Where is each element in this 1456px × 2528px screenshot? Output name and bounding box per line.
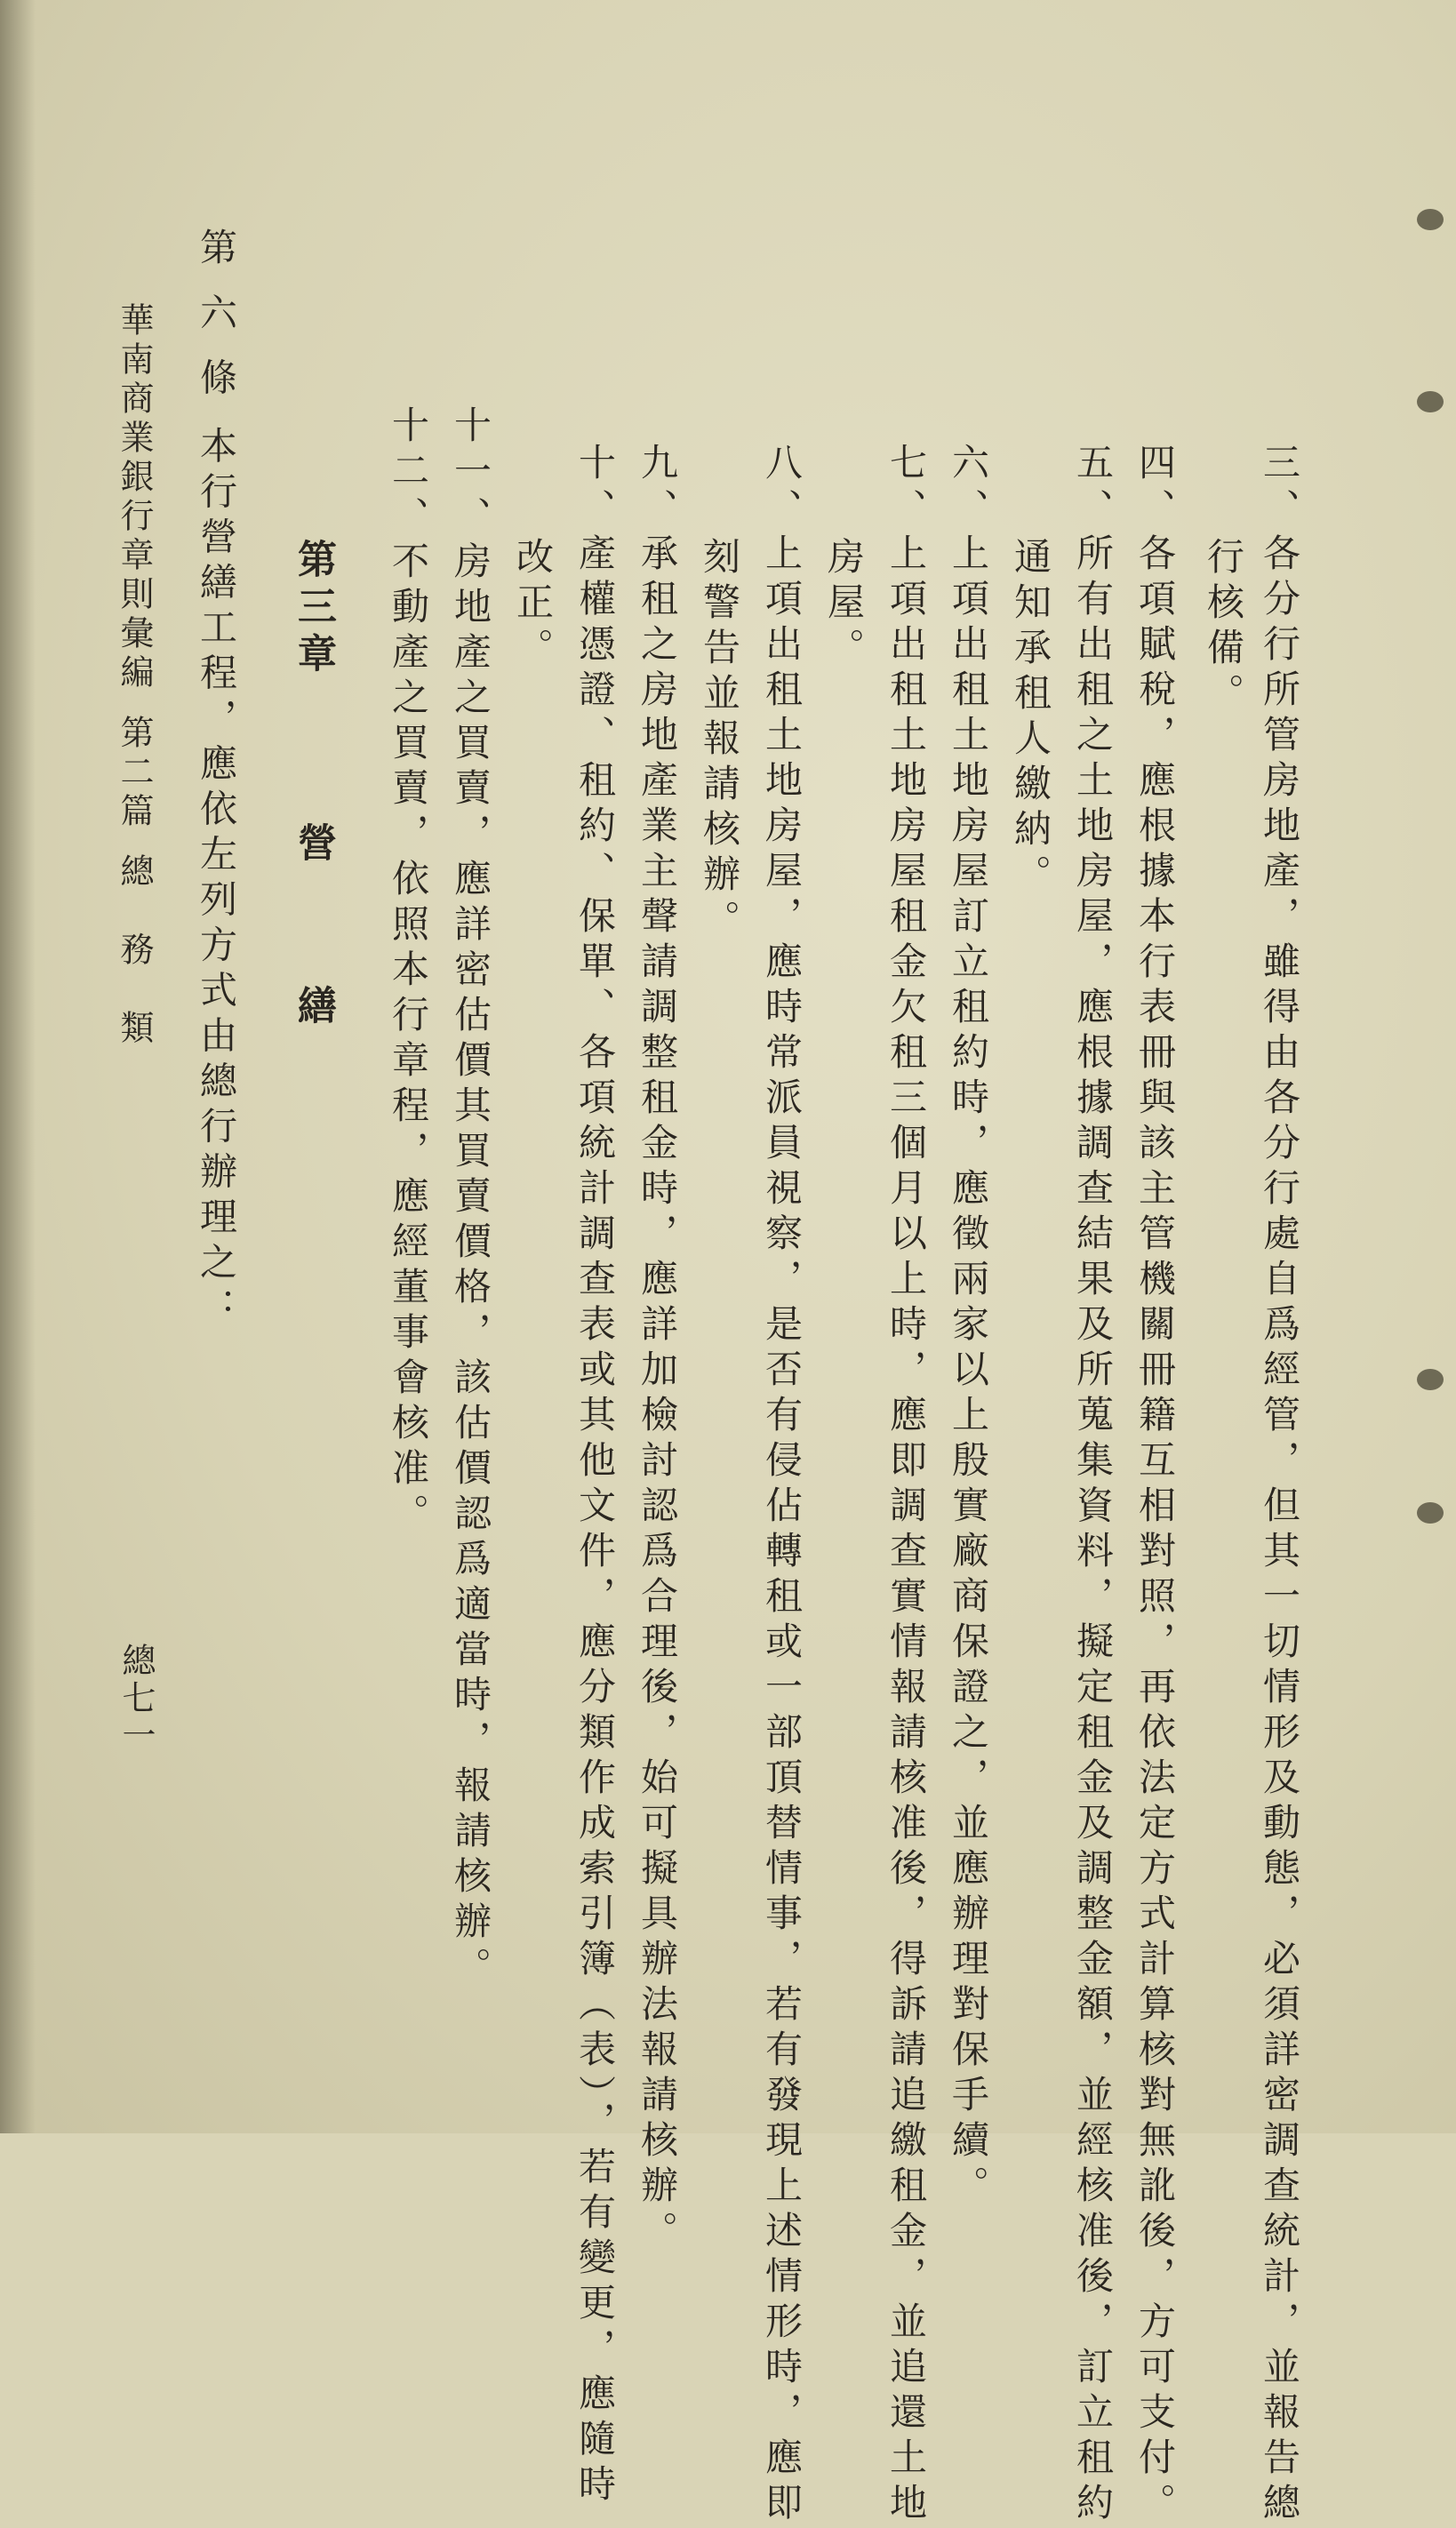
item-3-text: 各分行所管房地產，雖得由各分行處自爲經管，但其一切情形及動態，必須詳密調查統計，並報告總 [1258,533,1301,2528]
item-7-line-2 [822,537,866,673]
article-text: 本行營繕工程，應依左列方式由總行辦理之： [195,426,238,1333]
item-10-continuation: 改正。 [511,537,555,673]
punch-hole [1417,1502,1444,1524]
item-12-line-1 [387,405,430,1539]
item-8-number: 八、 [760,443,804,533]
item-6-text: 上項出租土地房屋訂立租約時，應徵兩家以上殷實廠商保證之，並應辦理對保手續。 [947,533,990,2211]
chapter-number: 第三章 [291,539,336,680]
item-11-line-1 [449,405,492,1992]
item-7-number: 七、 [884,443,928,533]
item-4-number: 四、 [1133,443,1177,533]
item-7-text: 上項出租土地房屋租金欠租三個月以上時，應即調查實情報請核准後，得訴請追繳租金，並追還土地 [884,533,928,2528]
item-4-text: 各項賦稅，應根據本行表冊與該主管機關冊籍互相對照，再依法定方式計算核對無訛後，方可支付。 [1133,533,1177,2528]
item-9-number: 九、 [636,443,679,533]
item-10-line-1 [573,443,617,2509]
running-footer [115,302,154,1049]
item-7-line-1 [884,443,928,2528]
item-8-continuation: 刻警告並報請核辦。 [698,537,741,945]
item-10-text: 產權憑證、租約、保單、各項統計調查表或其他文件，應分類作成索引簿（表），若有變更，應隨時 [573,533,617,2509]
item-5-line-1 [1071,443,1115,2528]
binding-shadow [0,0,36,2133]
item-3-number: 三、 [1258,443,1301,533]
article-label: 第 六 條 [195,228,238,404]
item-5-line-2 [1009,537,1052,900]
item-11-number: 十一、 [449,405,492,541]
item-5-continuation: 通知承租人繳納。 [1009,537,1052,900]
item-8-line-1 [760,443,804,2528]
category-label: 總 務 類 [115,853,154,1049]
book-title: 華南商業銀行章則彙編 [115,302,154,693]
item-10-line-2 [511,537,555,673]
item-3-line-2 [1202,537,1245,718]
item-7-continuation: 房屋。 [822,537,866,673]
item-6-number: 六、 [947,443,990,533]
item-10-number: 十、 [573,443,617,533]
chapter-title-part-2: 繕 [291,985,336,1032]
item-12-number: 十二、 [387,405,430,541]
item-11-text: 房地產之買賣，應詳密估價其買賣價格，該估價認爲適當時，報請核辦。 [449,541,492,1992]
item-3-continuation: 行核備。 [1202,537,1245,718]
chapter-title-part-1: 營 [291,822,336,869]
punch-hole [1417,1369,1444,1390]
item-4-line-1 [1133,443,1177,2528]
chapter-heading [291,539,336,1032]
item-8-line-2 [698,537,741,945]
page-number: 總七一 [116,1643,156,1755]
item-8-text: 上項出租土地房屋，應時常派員視察，是否有侵佔轉租或一部頂替情事，若有發現上述情形時，應即 [760,533,804,2528]
item-5-text: 所有出租之土地房屋，應根據調查結果及所蒐集資料，擬定租金及調整金額，並經核准後，訂立租約 [1071,533,1115,2528]
item-6-line-1 [947,443,990,2211]
item-5-number: 五、 [1071,443,1115,533]
article-6 [195,228,238,1333]
item-9-line-1 [636,443,679,2256]
item-9-text: 承租之房地產業主聲請調整租金時，應詳加檢討認爲合理後，始可擬具辦法報請核辦。 [636,533,679,2256]
item-3-line-1 [1258,443,1301,2528]
punch-hole [1417,209,1444,230]
punch-hole [1417,391,1444,412]
part-label: 第二篇 [115,715,154,832]
item-12-text: 不動產之買賣，依照本行章程，應經董事會核准。 [387,541,430,1539]
